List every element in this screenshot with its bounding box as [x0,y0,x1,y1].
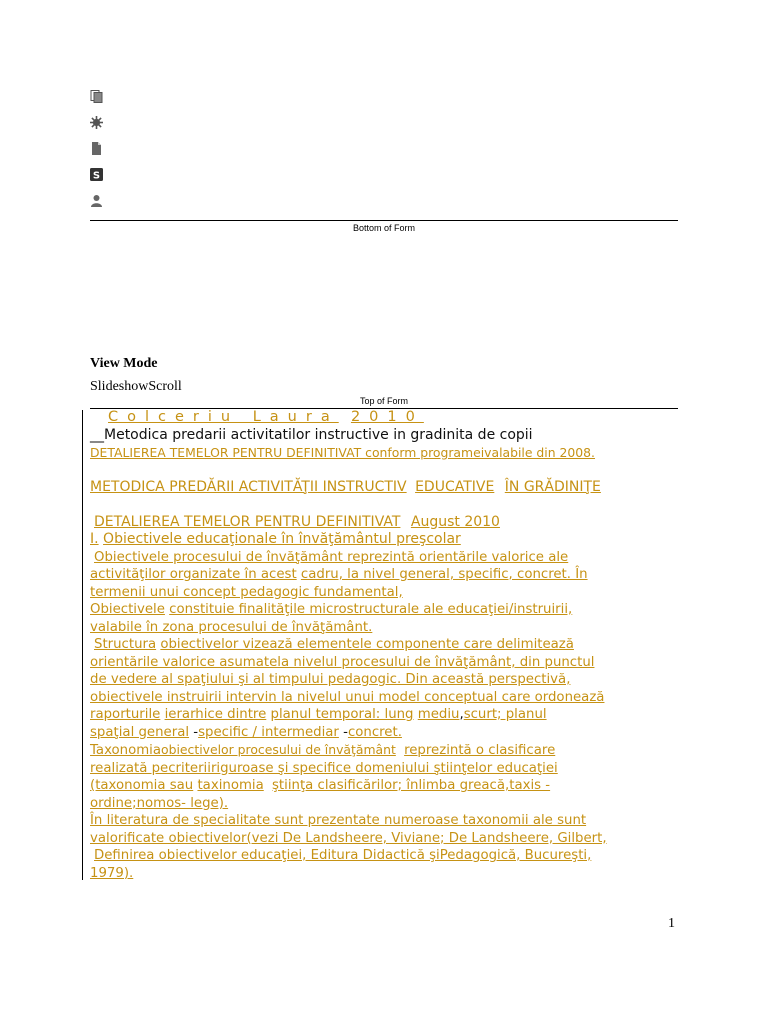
user-icon[interactable] [90,194,103,207]
paragraph-link[interactable]: concret. [347,724,402,740]
s-box-icon[interactable] [90,168,103,181]
paragraph-link[interactable]: mediu [417,707,460,722]
program-note[interactable]: DETALIEREA TEMELOR PENTRU DEFINITIVAT conform programeivalabile din 2008. [90,445,596,460]
paragraph-link[interactable]: reprezintă o clasificare [404,743,556,758]
text-cursor-bar [82,410,83,880]
paragraph-line[interactable]: obiectivele instruirii intervin la nivelul unui model conceptual care ordonează [90,689,605,705]
paragraph-line [90,566,690,584]
paragraph-line[interactable]: valabile în zona procesului de învăţământ. [90,619,373,635]
title-link-2[interactable]: EDUCATIVE [415,478,495,495]
paragraph-line [90,724,690,742]
paragraph-line[interactable]: ordine;nomos- lege). [90,795,229,811]
year-link[interactable]: 2010 [350,409,424,425]
author-line [90,409,690,427]
paragraph-link[interactable]: obiectivelor vizează elementele componente care delimitează [160,637,574,652]
subtitle-prefix: __ [90,426,104,443]
svg-text:S: S [92,170,101,181]
separator: - [343,724,348,740]
paragraph-line[interactable]: de vedere al spaţiului şi al timpului pedagogic. Din această perspectivă, [90,672,571,687]
paragraph-line [90,741,690,760]
paragraph-link[interactable]: scurt; planul [463,707,547,722]
paragraph-link[interactable]: Obiectivele [90,602,165,617]
author-link[interactable]: Colceriu Laura [108,409,339,425]
paragraph-link[interactable]: obiectivelor procesului de învăţământ [161,742,396,757]
document-icon[interactable] [90,142,103,155]
paragraph-link[interactable]: planul temporal: lung [270,707,414,722]
paragraph-line[interactable]: Obiectivele procesului de învăţământ reprezintă orientările valorice ale [94,549,569,565]
title-date-link[interactable]: August 2010 [410,513,500,530]
gear-icon[interactable] [90,116,103,129]
paragraph-link[interactable]: cadru, la nivel general, specific, concret. În [300,567,588,582]
paragraph-link[interactable]: Taxonomia [90,743,162,758]
section-number[interactable]: I. [90,531,99,547]
section-heading [90,531,690,549]
paragraph-link[interactable]: Structura [94,637,157,652]
paragraph-link[interactable]: taxinomia [197,778,264,793]
paragraph-line[interactable]: 1979). [90,865,134,881]
paragraph-link[interactable]: spaţial general [90,724,190,740]
paragraph-link[interactable]: ierarhice dintre [164,707,267,722]
section-title[interactable]: Obiectivele educaţionale în învăţământul preşcolar [103,531,461,547]
paragraph-link[interactable]: ştiinţa clasificărilor; înlimba greacă,taxis - [272,778,551,793]
paragraph-link[interactable]: raporturile [90,707,161,722]
view-mode-options[interactable]: SlideshowScroll [90,379,182,394]
definitivat-line [90,514,690,532]
title-link-4[interactable]: DETALIEREA TEMELOR PENTRU DEFINITIVAT [94,513,401,530]
paragraph-line[interactable]: Definirea obiectivelor educaţiei, Editura Didactică şiPedagogică, Bucureşti, [94,848,592,863]
toolbar-icons [90,90,103,220]
paragraph-line[interactable]: termenii unui concept pedagogic fundamental, [90,584,403,600]
view-mode-heading: View Mode [90,356,158,371]
main-title-line [90,479,690,497]
paragraph-line [90,601,690,619]
paragraph-line [90,706,690,724]
paragraph-line [90,777,690,795]
form-divider [90,220,678,221]
separator: - [193,724,199,740]
subtitle-line [90,427,690,445]
paragraph-link[interactable]: activităţilor organizate în acest [90,567,297,582]
paragraph-link[interactable]: constituie finalităţile microstructurale ale educaţiei/instruirii, [169,602,573,617]
paragraph-link[interactable]: specific / intermediar [198,724,339,740]
document-body [90,409,690,882]
paragraph-line[interactable]: orientările valorice asumatela nivelul procesului de învăţământ, din punctul [90,654,595,670]
copy-icon[interactable] [90,90,103,103]
page-number: 1 [668,916,675,931]
separator: , [459,707,464,722]
subtitle-text: Metodica predarii activitatilor instructive in gradinita de copii [104,426,533,443]
top-of-form-label: Top of Form [359,396,408,406]
title-link-1[interactable]: METODICA PREDĂRII ACTIVITĂŢII INSTRUCTIV [90,478,407,495]
bottom-of-form-label: Bottom of Form [352,223,415,233]
paragraph-line[interactable]: realizată pecriteriiriguroase şi specifice domeniului ştiinţelor educaţiei [90,760,558,776]
title-link-3[interactable]: ÎN GRĂDINIŢE [504,478,601,495]
paragraph-line [90,636,690,654]
paragraph-link[interactable]: (taxonomia sau [90,778,194,793]
paragraph-line[interactable]: valorificate obiectivelor(vezi De Landsheere, Viviane; De Landsheere, Gilbert, [90,830,607,846]
paragraph-line[interactable]: În literatura de specialitate sunt prezentate numeroase taxonomii ale sunt [90,813,587,828]
